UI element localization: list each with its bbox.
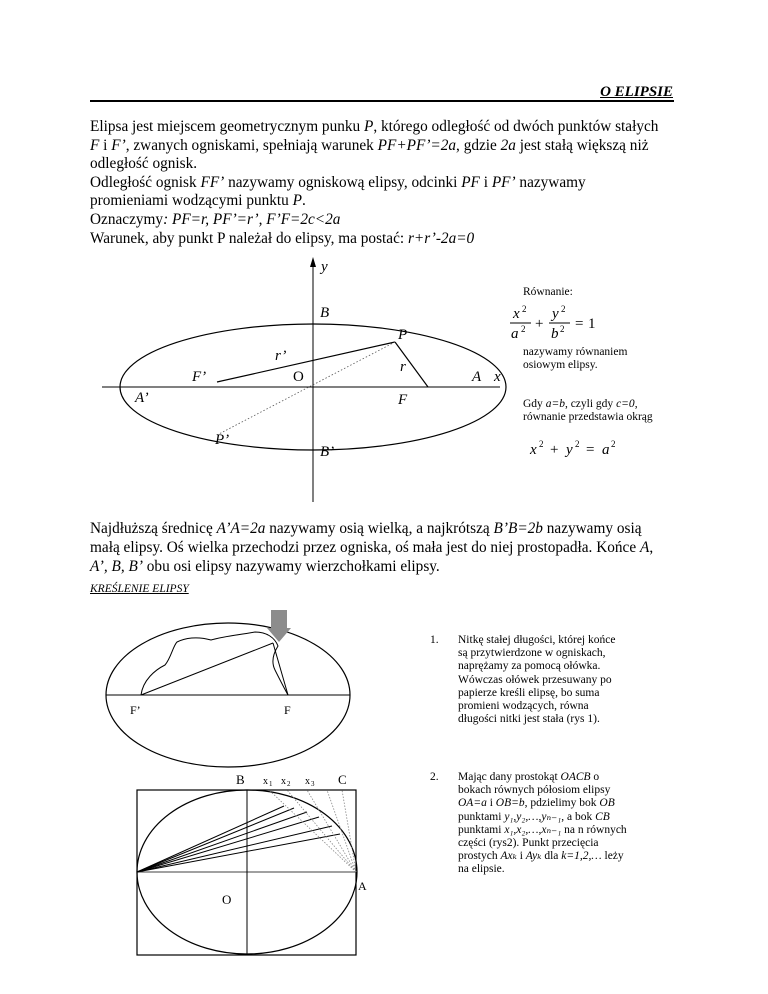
eq-x-exp: 2 <box>522 304 527 314</box>
italic-text: OB=b <box>495 797 525 810</box>
division-line <box>287 790 356 872</box>
label-x1-sub: 1 <box>269 780 273 788</box>
italic-text: y₁,y₂,…,yₙ₋₁ <box>504 810 562 823</box>
text-segment: leży <box>601 850 624 863</box>
ceq-a: a <box>602 442 610 458</box>
ellipse-figure <box>80 255 520 505</box>
intro-line <box>90 230 690 249</box>
eq-equals: = <box>575 316 584 332</box>
text-segment: , gdzie <box>456 136 501 154</box>
italic-text: F <box>90 136 100 154</box>
page-title: O ELIPSIE <box>600 84 673 100</box>
division-line <box>327 790 356 872</box>
label-P-prime: P’ <box>215 432 230 448</box>
step-2-line <box>458 811 636 824</box>
label-F-2: F <box>284 703 291 717</box>
text-segment: małą elipsy. Oś wielka przechodzi przez ogniska, oś mała jest do niej prostopadła. Końce <box>90 539 640 556</box>
step-1-line <box>458 713 636 726</box>
section-heading: KREŚLENIE ELIPSY <box>90 583 189 595</box>
text-segment: naprężamy za pomocą ołówka. <box>458 660 601 673</box>
intro-line <box>90 137 690 156</box>
label-B-3: B <box>236 772 245 787</box>
intro-text <box>90 118 690 248</box>
label-B-prime: B’ <box>320 444 335 460</box>
eq-a: a <box>511 326 519 342</box>
text-segment: dla <box>541 850 562 863</box>
title-rule <box>90 100 674 102</box>
ceq-a-exp: 2 <box>611 439 616 449</box>
text-segment: punktami <box>458 823 505 836</box>
italic-text: PF’ <box>491 173 516 191</box>
italic-text: Axₖ <box>500 850 517 863</box>
text-segment: Nitkę stałej długości, której końce <box>458 634 616 646</box>
italic-text: OACB <box>560 771 591 783</box>
step-1-text <box>458 634 636 726</box>
italic-text: 2a <box>500 136 516 154</box>
italic-text: FF’ <box>200 173 225 191</box>
text-segment: nazywamy <box>515 173 586 191</box>
step-2-line <box>458 797 636 810</box>
italic-text: P <box>364 118 374 135</box>
text-segment: obu osi elipsy nazywamy wierzchołkami elipsy. <box>142 558 440 575</box>
text-segment: na n równych <box>561 823 627 836</box>
text-segment: i <box>99 136 112 154</box>
italic-text: P <box>292 192 302 210</box>
construction-line <box>137 806 284 872</box>
text-segment: na elipsie. <box>458 863 505 876</box>
text-segment: bokach równych półosiom elipsy <box>458 784 611 797</box>
intro-line <box>90 155 690 174</box>
step-2 <box>430 771 650 891</box>
italic-text: a=b <box>545 398 565 410</box>
text-segment: części (rys2). Punkt przecięcia <box>458 837 599 850</box>
label-A-3: A <box>358 879 367 893</box>
string-method-figure <box>85 608 380 770</box>
label-C-3: C <box>338 772 347 787</box>
label-A-prime: A’ <box>135 390 149 406</box>
text-segment: Elipsa jest miejscem geometrycznym punku <box>90 118 364 135</box>
text-segment: , <box>649 539 654 556</box>
diameter-line <box>217 342 395 435</box>
label-x2: x <box>281 776 286 787</box>
radius-r-prime <box>217 342 395 382</box>
label-B: B <box>320 305 330 321</box>
eq-b: b <box>551 326 559 342</box>
loose-thread <box>141 632 288 695</box>
axes-text-line <box>90 519 690 538</box>
eq-one: 1 <box>588 316 596 332</box>
circle-note-line: równanie przedstawia okrąg <box>523 411 653 423</box>
italic-text: r+r’-2a=0 <box>407 229 475 247</box>
text-segment: promieni wodzących, równa <box>458 700 589 713</box>
label-O-3: O <box>222 892 232 907</box>
step-2-line <box>458 837 636 850</box>
intro-line <box>90 174 690 193</box>
axes-text-line <box>90 538 690 557</box>
text-segment: Wówczas ołówek przesuwany po <box>458 673 612 686</box>
step-1-line <box>458 634 636 647</box>
italic-text: OA=a <box>458 797 487 810</box>
text-segment: . <box>302 192 306 210</box>
ceq-y-exp: 2 <box>575 439 580 449</box>
label-P: P <box>398 327 408 343</box>
text-segment: długości nitki jest stała (rys 1). <box>458 713 600 726</box>
text-segment: Najdłuższą średnicę <box>90 520 217 537</box>
text-segment: odległość ognisk. <box>90 155 198 173</box>
italic-text: x₁,x₂,…,xₙ₋₁ <box>504 823 562 836</box>
ceq-x: x <box>530 442 537 458</box>
intro-line <box>90 211 690 230</box>
step-1-line <box>458 674 636 687</box>
label-O: O <box>293 369 304 385</box>
text-segment: , czyli gdy <box>564 398 617 410</box>
step-1-line <box>458 687 636 700</box>
division-line <box>342 790 356 872</box>
axes-text-line <box>90 557 690 576</box>
label-F: F <box>398 392 408 408</box>
italic-text: A’, B, B’ <box>90 558 143 575</box>
text-segment: , którego odległość od dwóch punktów stałych <box>373 118 659 135</box>
label-r-prime: r’ <box>275 348 287 364</box>
text-segment: prostych <box>458 850 501 863</box>
label-x: x <box>494 369 501 385</box>
text-segment: Odległość ognisk <box>90 173 201 191</box>
text-segment: Mając dany prostokąt <box>458 771 561 783</box>
ellipse-equation <box>505 302 625 344</box>
step-2-text <box>458 771 636 877</box>
step-1 <box>430 634 650 744</box>
italic-text: c=0 <box>616 398 635 410</box>
y-axis-arrow-icon <box>310 257 316 267</box>
italic-text: F’ <box>111 136 126 154</box>
equation-description <box>523 346 627 372</box>
text-segment: nazywamy osią wielką, a najkrótszą <box>265 520 494 537</box>
italic-text: B’B=2b <box>493 520 543 537</box>
eq-y-exp: 2 <box>561 304 566 314</box>
italic-text: : PF=r, PF’=r’, F’F=2c<2a <box>163 210 341 228</box>
text-segment: , <box>634 398 638 410</box>
text-segment: Warunek, aby punkt P należał do elipsy, ma postać: <box>90 229 408 247</box>
italic-text: PF <box>461 173 480 191</box>
intro-line <box>90 118 690 137</box>
step-1-number: 1. <box>430 634 439 646</box>
text-segment: papierze kreśli elipsę, bo suma <box>458 686 600 699</box>
step-1-line <box>458 700 636 713</box>
text-segment: nazywamy ogniskową elipsy, odcinki <box>224 173 462 191</box>
thread-left <box>141 643 273 695</box>
pencil-body <box>271 610 287 630</box>
text-segment: nazywamy osią <box>542 520 642 537</box>
construction-line <box>137 808 294 872</box>
ceq-plus: + <box>550 442 559 458</box>
construction-line <box>137 817 319 872</box>
division-line <box>307 790 356 872</box>
equation-description-line: osiowym elipsy. <box>523 359 598 371</box>
step-2-number: 2. <box>430 771 439 783</box>
intro-line <box>90 192 690 211</box>
label-x2-sub: 2 <box>287 780 291 788</box>
label-r: r <box>400 359 406 375</box>
eq-b-exp: 2 <box>560 324 565 334</box>
italic-text: A’A=2a <box>216 520 266 537</box>
rectangle-construction-figure <box>112 770 372 970</box>
circle-note <box>523 398 653 424</box>
axes-text <box>90 519 690 576</box>
text-segment: o <box>590 771 600 783</box>
text-segment: jest stałą większą niż <box>515 136 649 154</box>
label-x3: x <box>305 776 310 787</box>
label-x3-sub: 3 <box>311 780 315 788</box>
text-segment: są przytwierdzone w ogniskach, <box>458 647 606 660</box>
label-A: A <box>472 369 482 385</box>
text-segment: i <box>479 173 492 191</box>
text-segment: , pdzielimy bok <box>524 797 600 810</box>
equation-description-line: nazywamy równaniem <box>523 346 628 358</box>
text-segment: Gdy <box>523 398 546 410</box>
text-segment: i <box>486 797 496 810</box>
label-F-prime: F’ <box>192 369 207 385</box>
text-segment: i <box>516 850 526 863</box>
step-2-line <box>458 850 636 863</box>
ceq-x-exp: 2 <box>539 439 544 449</box>
step-2-line <box>458 784 636 797</box>
ceq-equals: = <box>586 442 595 458</box>
italic-text: OB <box>599 797 615 810</box>
circle-equation <box>528 436 638 462</box>
text-segment: , zwanych ogniskami, spełniają warunek <box>125 136 378 154</box>
label-x1: x <box>263 776 268 787</box>
label-y: y <box>321 259 328 275</box>
italic-text: k=1,2,… <box>561 850 602 863</box>
construction-line <box>137 812 307 872</box>
equation-label: Równanie: <box>523 286 573 298</box>
ceq-y: y <box>566 442 573 458</box>
construction-line <box>137 834 340 872</box>
step-2-line <box>458 863 636 876</box>
step-2-line <box>458 771 636 784</box>
construction-line <box>137 826 332 872</box>
eq-a-exp: 2 <box>521 324 526 334</box>
italic-text: A <box>639 539 650 556</box>
pencil-icon <box>267 628 291 642</box>
eq-y: y <box>552 306 559 322</box>
text-segment: , a bok <box>561 810 596 823</box>
text-segment: promieniami wodzącymi punktu <box>90 192 293 210</box>
label-F-prime-2: F’ <box>130 703 141 717</box>
step-1-line <box>458 647 636 660</box>
step-1-line <box>458 660 636 673</box>
eq-x: x <box>513 306 520 322</box>
italic-text: CB <box>595 810 610 823</box>
italic-text: Ayₖ <box>525 850 542 863</box>
text-segment: punktami <box>458 810 505 823</box>
circle-note-line <box>523 398 653 411</box>
text-segment: Oznaczymy <box>90 210 164 228</box>
eq-plus: + <box>535 316 544 332</box>
step-2-line <box>458 824 636 837</box>
italic-text: PF+PF’=2a <box>377 136 457 154</box>
